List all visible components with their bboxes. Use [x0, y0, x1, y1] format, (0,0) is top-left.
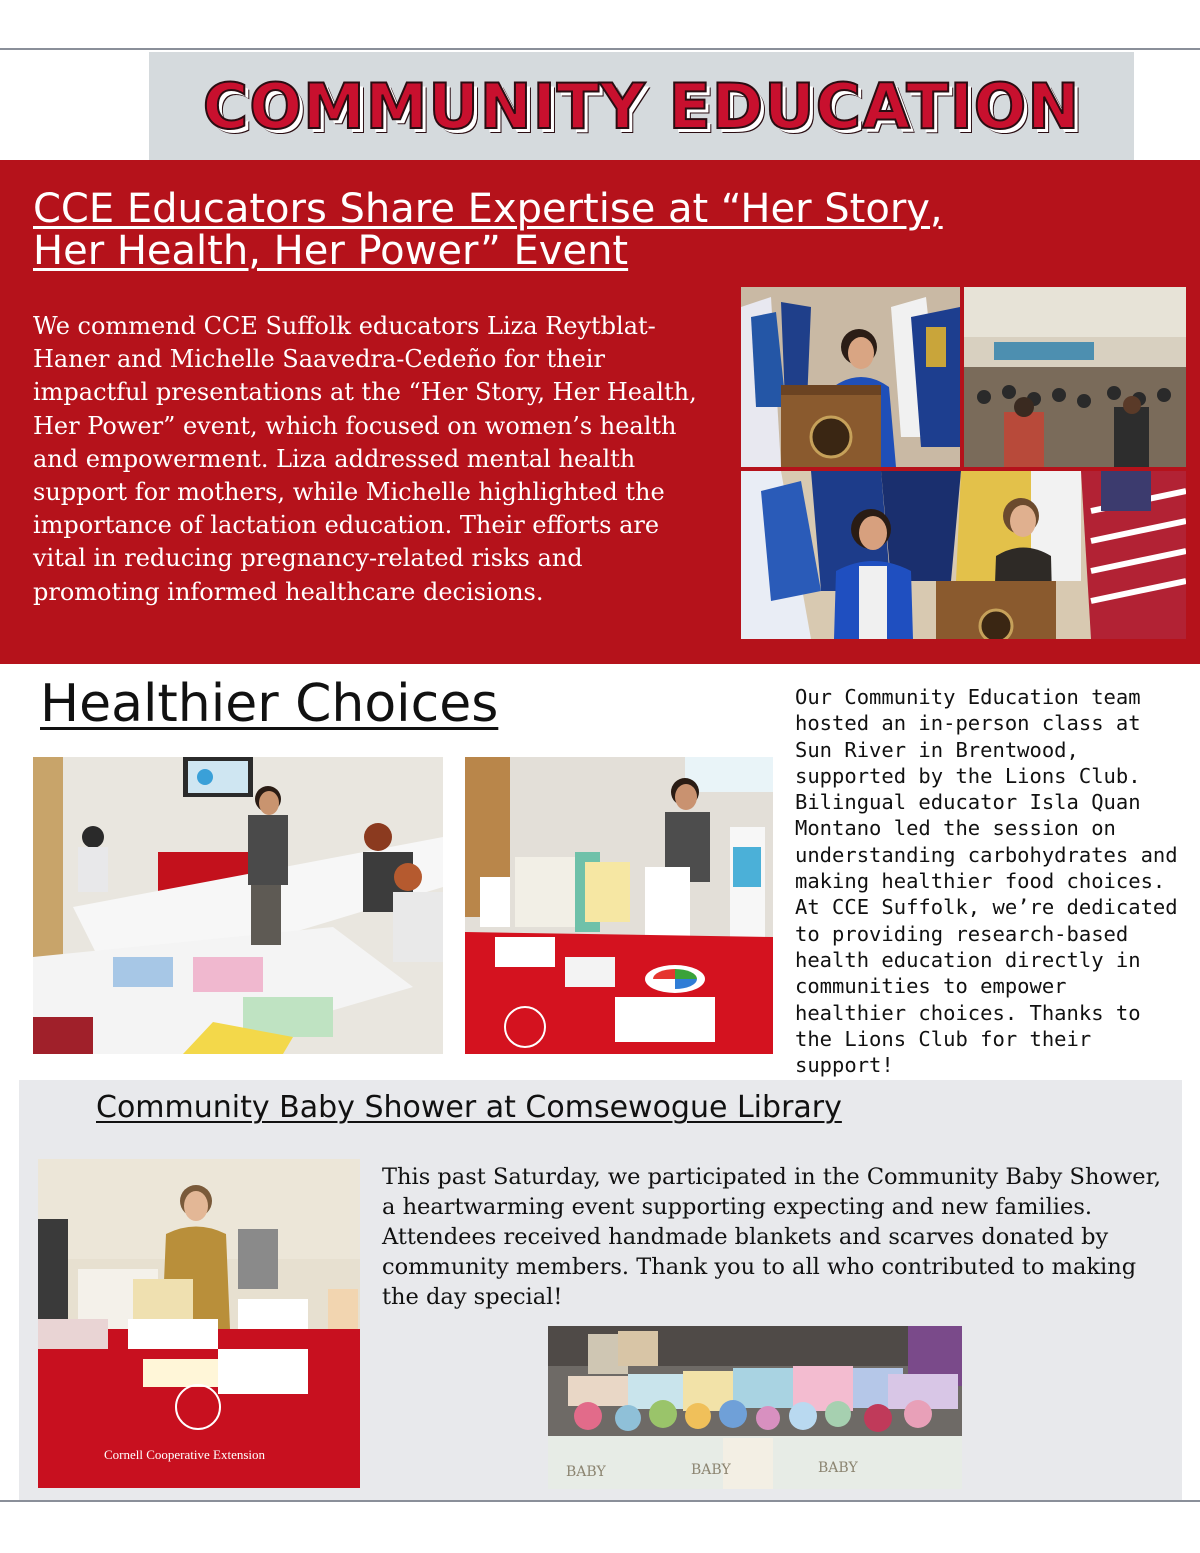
baby-shower-title: Community Baby Shower at Comsewogue Library [96, 1090, 842, 1125]
photo-audience-hall [964, 287, 1186, 467]
banner-title: COMMUNITY EDUCATION [202, 69, 1081, 143]
header-banner [149, 52, 1134, 160]
photo-info-table [465, 757, 773, 1054]
feature-body: We commend CCE Suffolk educators Liza Reytblat-Haner and Michelle Saavedra-Cedeño for their impactful presentations at the “Her Story, Her Health, Her Power” event, which focused on women’s health and empowerment. Liza addressed mental health support for mothers, while Michelle highlighted the importance of lactation education. Their efforts are vital in reducing pregnancy-related risks and promoting informed healthcare decisions. [33, 312, 697, 606]
photo-booth-educator [38, 1159, 360, 1488]
top-divider [0, 48, 1200, 50]
feature-title [33, 188, 1133, 272]
photo-speaker-podium [741, 287, 960, 467]
tablecloth-sign-left: BABY [566, 1464, 606, 1480]
tablecloth-label: Cornell Cooperative Extension [104, 1447, 266, 1462]
feature-title-line1: CCE Educators Share Expertise at “Her Story, [33, 186, 943, 232]
photo-handmade-blankets [548, 1326, 962, 1489]
tablecloth-sign-right: BABY [818, 1460, 858, 1476]
tablecloth-sign-middle: BABY [691, 1462, 731, 1478]
photo-speakers-flags [741, 471, 1186, 639]
healthier-choices-body: Our Community Education team hosted an in-person class at Sun River in Brentwood, supported by the Lions Club. Bilingual educator Isla Quan Montano led the session on understanding carbohydrates and making healthier food choices. At CCE Suffolk, we’re dedicated to providing research-based health education directly in communities to empower healthier choices. Thanks to the Lions Club for their support! [795, 685, 1178, 1078]
feature-title-line2: Her Health, Her Power” Event [33, 228, 629, 274]
photo-classroom-session [33, 757, 443, 1054]
bottom-divider [0, 1500, 1200, 1502]
baby-shower-body: This past Saturday, we participated in the Community Baby Shower, a heartwarming event supporting expecting and new families. Attendees received handmade blankets and scarves donated by community members. Thank you to all who contributed to making the day special! [382, 1164, 1162, 1310]
healthier-choices-title: Healthier Choices [40, 674, 499, 734]
